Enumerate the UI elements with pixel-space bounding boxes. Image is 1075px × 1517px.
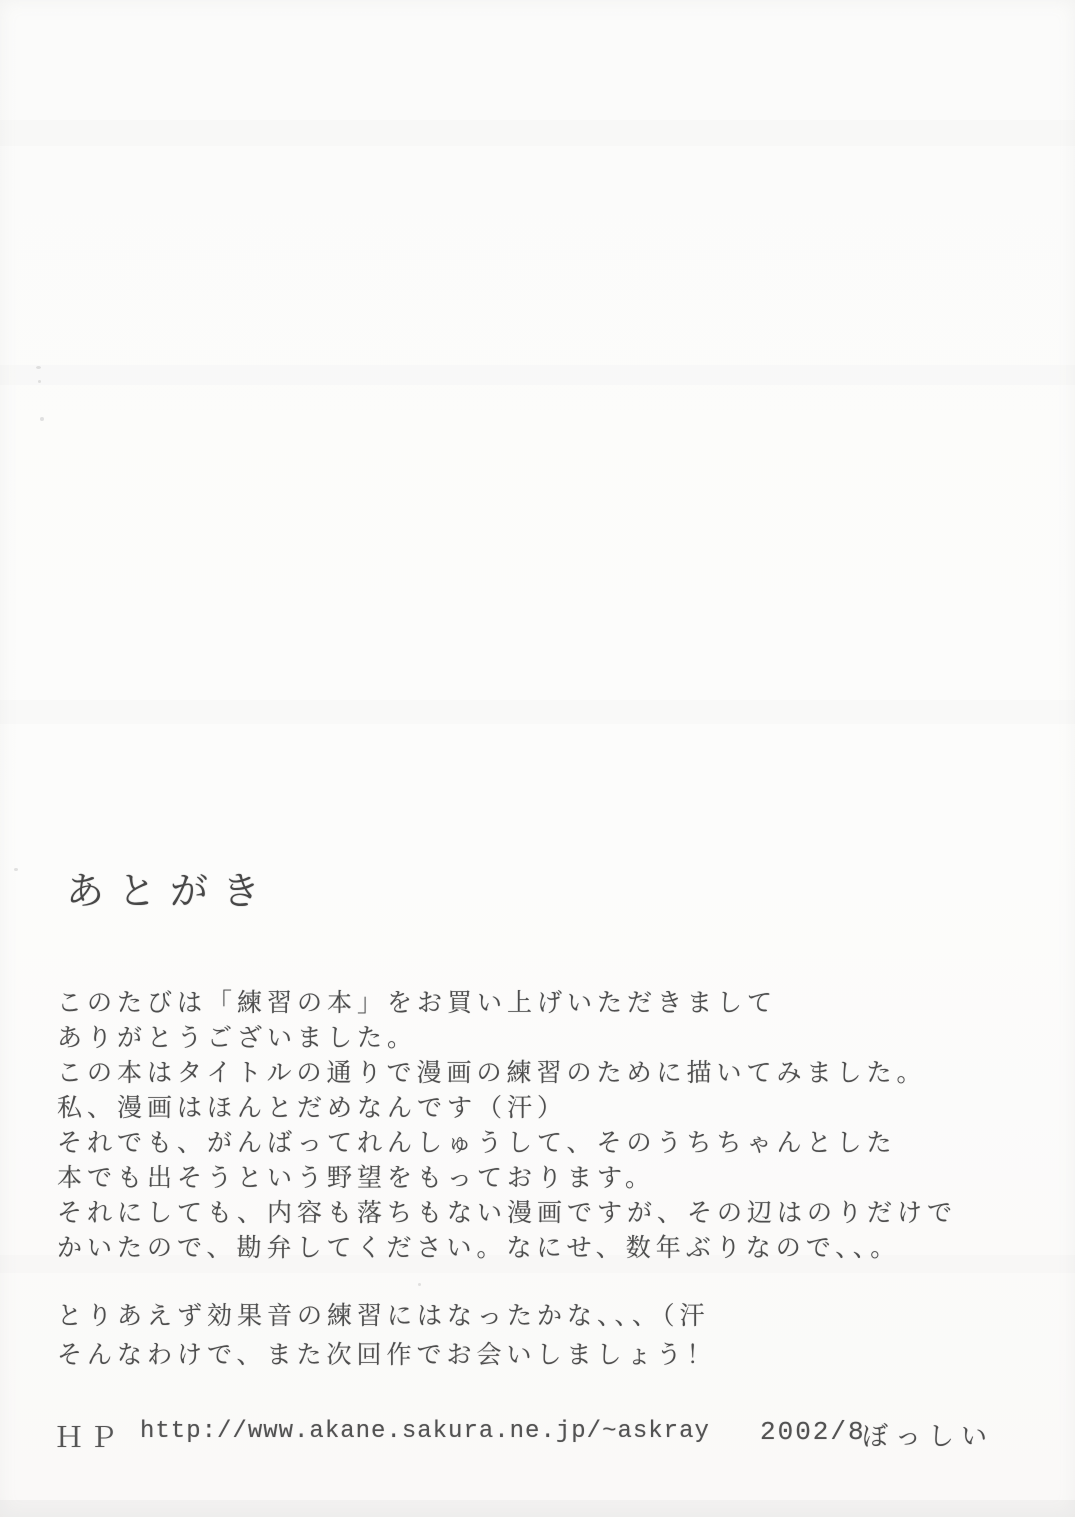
scan-band — [0, 1500, 1075, 1517]
afterword-line: それにしても、内容も落ちもない漫画ですが、その辺はのりだけで — [57, 1199, 958, 1227]
afterword-line: ありがとうございました。 — [57, 1024, 418, 1052]
afterword-line: 本でも出そうという野望をもっております。 — [57, 1164, 656, 1192]
afterword-line: それでも、がんばってれんしゅうして、そのうちちゃんとした — [57, 1129, 897, 1157]
scan-band — [0, 700, 1075, 724]
author-name: ぼっしい — [862, 1421, 995, 1451]
afterword-line: とりあえず効果音の練習にはなったかな、、、（汗 — [57, 1302, 710, 1330]
afterword-line: かいたので、勘弁してください。なにせ、数年ぶりなので、、。 — [57, 1234, 901, 1262]
afterword-paragraph-1 — [57, 986, 957, 1266]
afterword-line: そんなわけで、また次回作でお会いしましょう！ — [57, 1341, 717, 1369]
homepage-url: http://www.akane.sakura.ne.jp/~askray — [140, 1418, 710, 1445]
scan-artifact — [38, 380, 41, 383]
afterword-line: このたびは「練習の本」をお買い上げいただきまして — [57, 989, 778, 1017]
scan-band — [0, 365, 1075, 385]
afterword-line: この本はタイトルの通りで漫画の練習のために描いてみました。 — [57, 1059, 927, 1087]
footer-line — [0, 1412, 1075, 1458]
scan-artifact — [36, 366, 41, 369]
scan-artifact — [40, 417, 44, 421]
afterword-line: 私、漫画はほんとだめなんです（汗） — [57, 1094, 568, 1122]
scan-artifact — [418, 1283, 421, 1286]
homepage-label: ＨＰ — [55, 1422, 124, 1453]
scan-band — [0, 120, 1075, 146]
publication-date: 2002/8 — [760, 1417, 866, 1447]
page-title: あとがき — [66, 871, 275, 913]
afterword-paragraph-2 — [57, 1297, 717, 1375]
scan-artifact — [14, 868, 18, 871]
